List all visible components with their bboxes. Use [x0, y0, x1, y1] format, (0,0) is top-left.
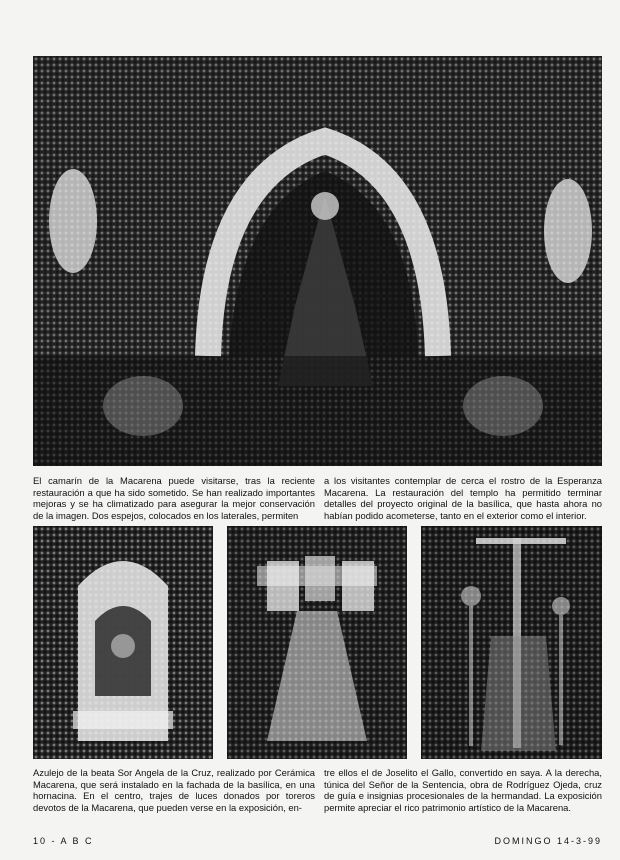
page-date: DOMINGO 14-3-99: [494, 836, 602, 846]
bottom-caption-left: Azulejo de la beata Sor Angela de la Cruz, realizado por Cerámica Macarena, que será instalado en la fachada de la basílica, en una hornacina. En el centro, trajes de luces donados por toreros devotos de la Macarena, que pueden verse en la exposición, en-: [33, 767, 315, 813]
camarin-photo: [33, 56, 602, 466]
bottom-caption-right: tre ellos el de Joselito el Gallo, convertido en saya. A la derecha, túnica del Señor de la Sentencia, obra de Rodríguez Ojeda, cruz de guía e insignias procesionales de la hermandad. La exposición permite apreciar el rico patrimonio artístico de la Macarena.: [324, 767, 602, 813]
page-number: 10 - A B C: [33, 836, 94, 846]
trajes-illustration: [227, 526, 407, 759]
main-caption-right: a los visitantes contemplar de cerca el rostro de la Esperanza Macarena. La restauración del templo ha permitido terminar detalles del proyecto original de la basílica, que hasta ahora no habían podido acometerse, tanto en el exterior como el interior.: [324, 475, 602, 521]
main-caption-left: El camarín de la Macarena puede visitarse, tras la reciente restauración a que ha sido sometido. Se han realizado importantes mejoras y se ha climatizado para asegurar la mejor conservación de la imagen. Dos espejos, colocados en los laterales, permiten: [33, 475, 315, 521]
azulejo-photo: [33, 526, 213, 759]
tunica-illustration: [421, 526, 602, 759]
trajes-photo: [227, 526, 407, 759]
camarin-illustration: [33, 56, 602, 466]
azulejo-illustration: [33, 526, 213, 759]
tunica-photo: [421, 526, 602, 759]
